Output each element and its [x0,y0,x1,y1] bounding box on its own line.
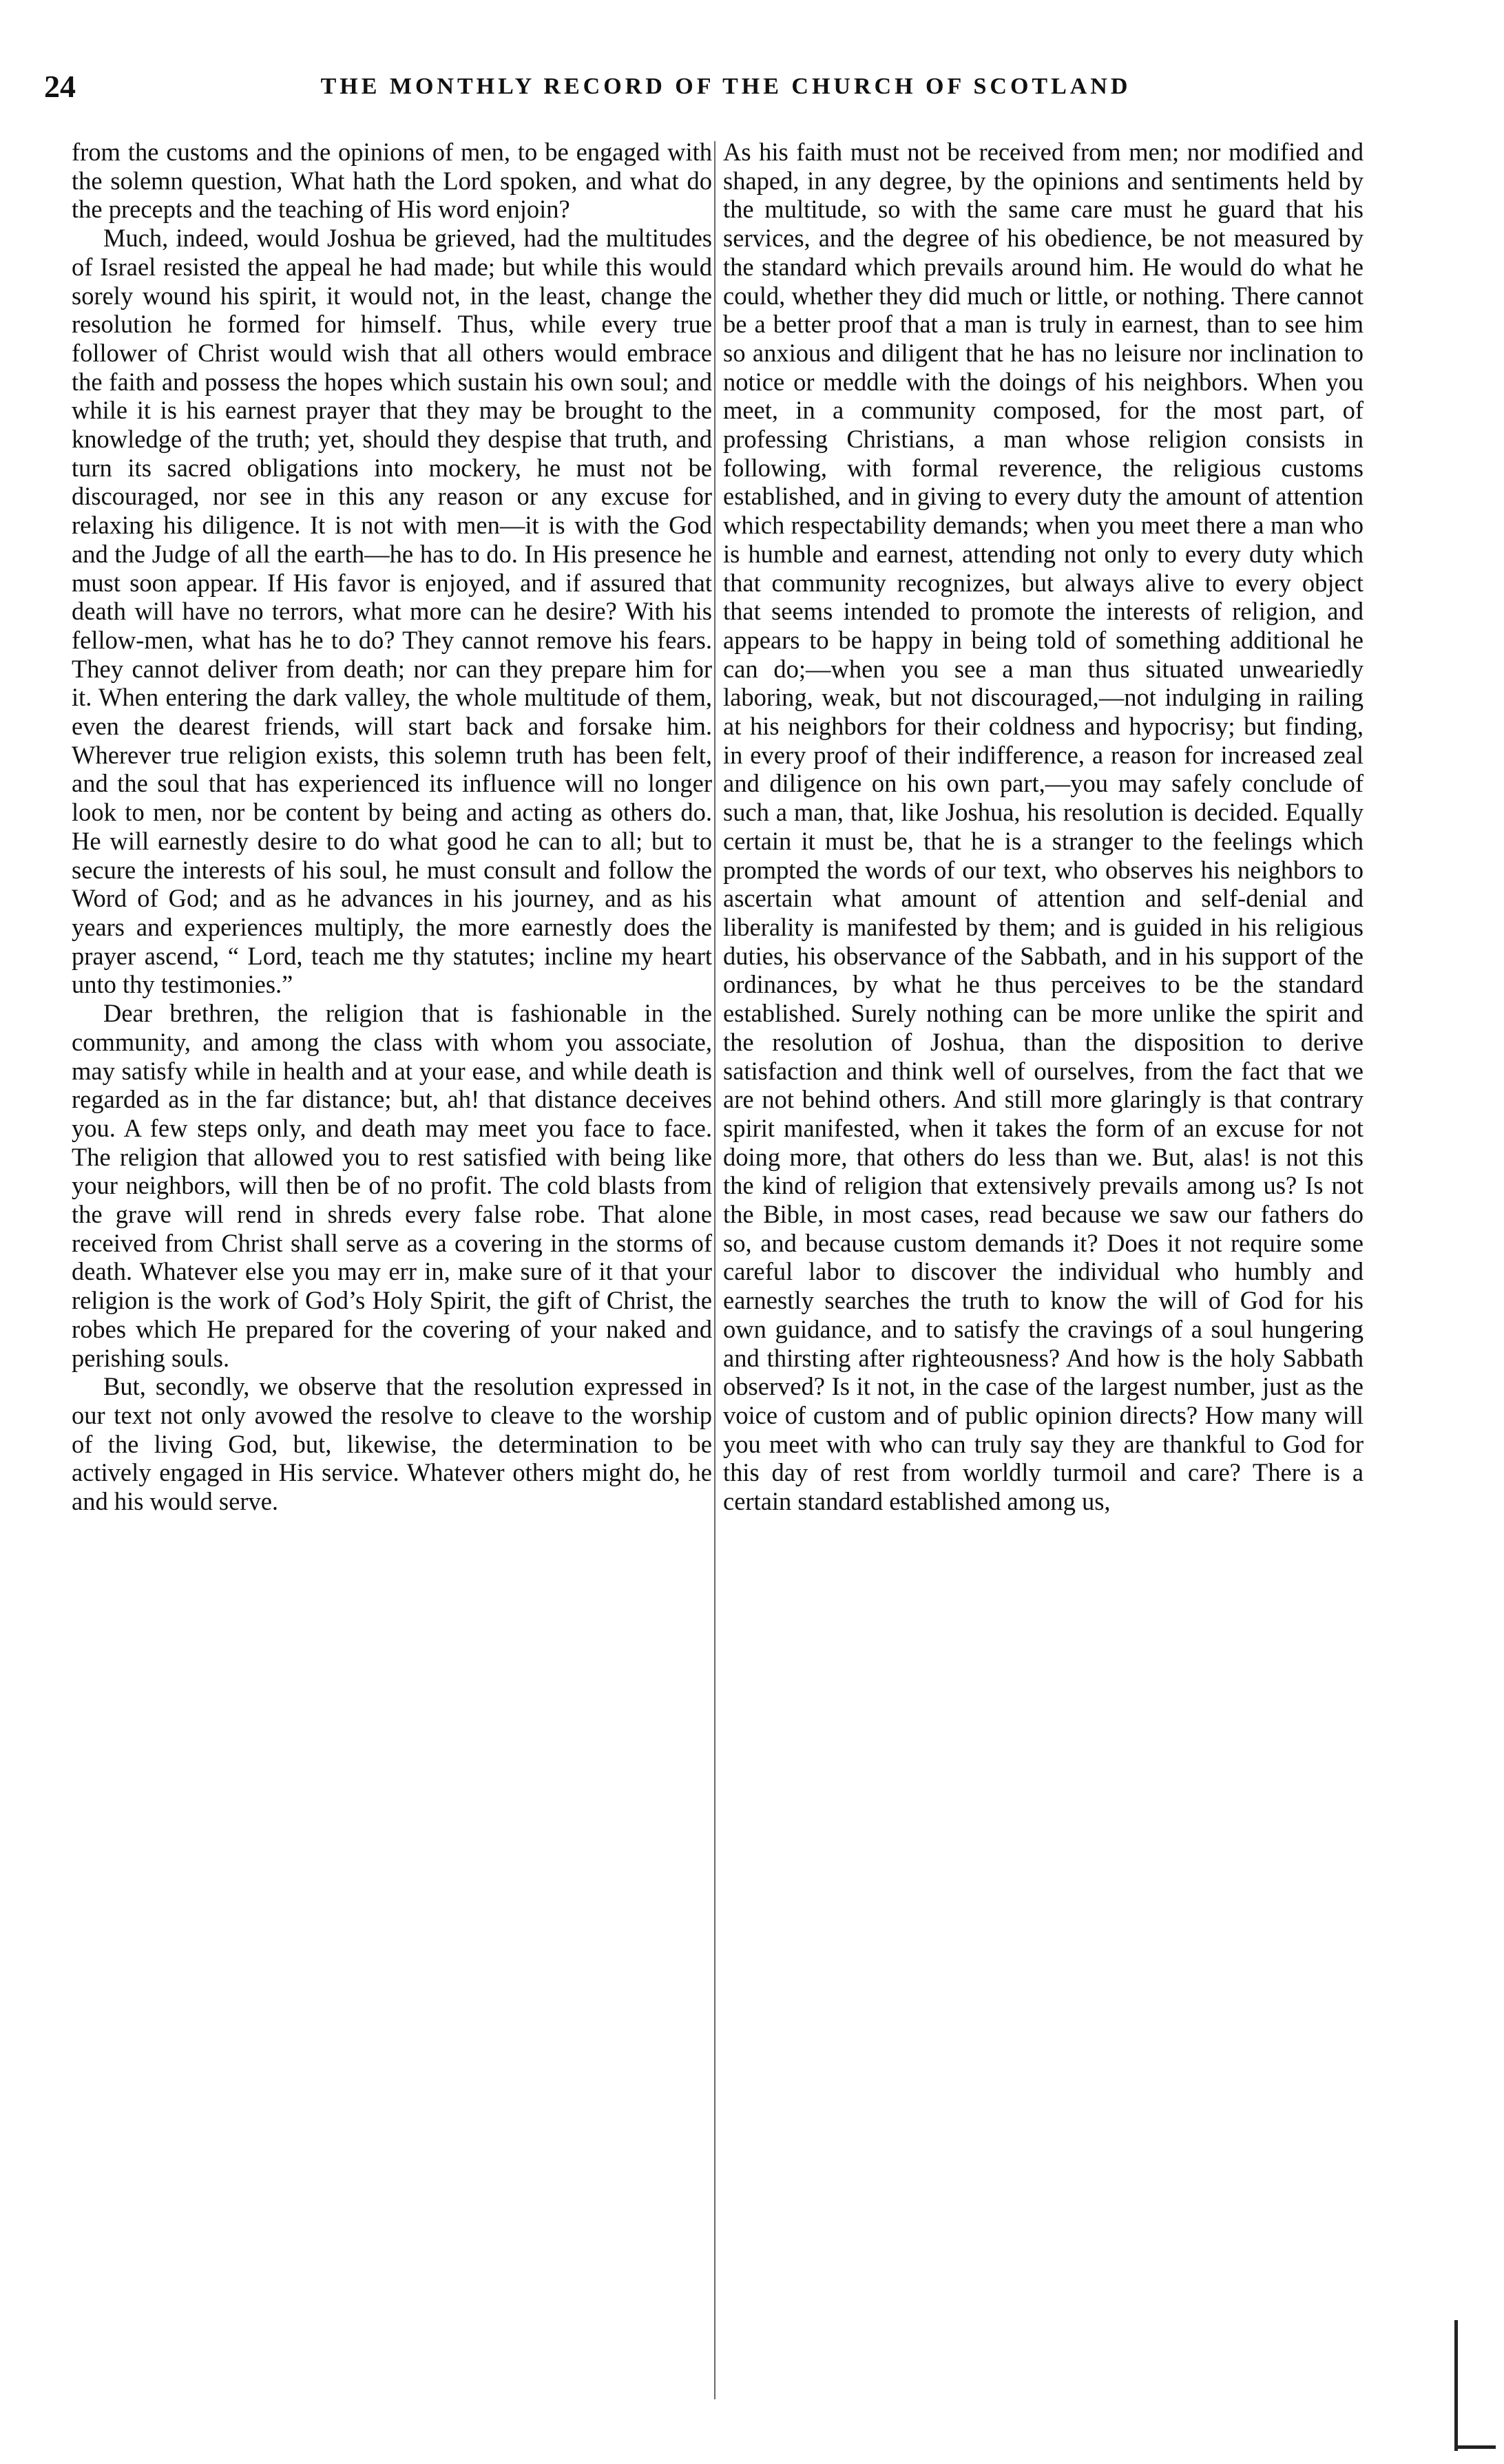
column-divider [714,141,716,2399]
paragraph: As his faith must not be received from men; nor modified and shaped, in any degree, by the opinions and sentiments held by the multitude, so with the same care must he guard that his services, and the degree of his obedience, be not measured by the standard which prevails around him. He would do what he could, whether they did much or little, or nothing. There cannot be a better proof that a man is truly in earnest, than to see him so anxious and diligent that he has no leisure nor inclination to notice or meddle with the doings of his neighbors. When you meet, in a community composed, for the most part, of professing Christians, a man whose religion consists in following, with formal reverence, the religious customs established, and in giving to every duty the amount of attention which respectability demands; when you meet there a man who is humble and earnest, attending not only to every duty which that community recognizes, but always alive to every object that seems intended to promote the interests of religion, and appears to be happy in being told of something additional he can do;—when you see a man thus situated unweariedly laboring, weak, but not discouraged,—not indulging in railing at his neighbors for their coldness and hypocrisy; but finding, in every proof of their indifference, a reason for increased zeal and diligence on his own part,—you may safely conclude of such a man, that, like Joshua, his resolution is decided. Equally certain it must be, that he is a stranger to the feelings which prompted the words of our text, who observes his neighbors to ascertain what amount of attention and self-denial and liberality is manifested by them; and is guided in his religious duties, his observance of the Sabbath, and in his support of the ordinances, by what he thus perceives to be the standard established. Surely nothing can be more unlike the spirit and the resolution of Joshua, than the disposition to derive satisfaction and think well of ourselves, from the fact that we are not behind others. And still more glaringly is that contrary spirit manifested, when it takes the form of an excuse for not doing more, that others do less than we. But, alas! is not this the kind of religion that extensively prevails among us? Is not the Bible, in most cases, read because we saw our fathers do so, and because custom demands it? Does it not require some careful labor to discover the individual who humbly and earnestly searches the truth to know the will of God for his own guidance, and to satisfy the cravings of a soul hungering and thirsting after righteousness? And how is the holy Sabbath observed? Is it not, in the case of the largest number, just as the voice of custom and of public opinion directs? How many will you meet with who can truly say they are thankful to God for this day of rest from worldly turmoil and care? There is a certain standard established among us, [723,138,1364,1516]
paragraph: But, secondly, we observe that the resolution expressed in our text not only avowed the resolve to cleave to the worship of the living God, but, likewise, the determination to be actively engaged in His service. Whatever others might do, he and his would serve. [72,1372,712,1516]
paragraph: Much, indeed, would Joshua be grieved, had the multitudes of Israel resisted the appeal he had made; but while this would sorely wound his spirit, it would not, in the least, change the resolution he formed for himself. Thus, while every true follower of Christ would wish that all others would embrace the faith and possess the hopes which sustain his own soul; and while it is his earnest prayer that they may be brought to the knowledge of the truth; yet, should they despise that truth, and turn its sacred obligations into mockery, he must not be discouraged, nor see in this any reason or any excuse for relaxing his diligence. It is not with men—it is with the God and the Judge of all the earth—he has to do. In His presence he must soon appear. If His favor is enjoyed, and if assured that death will have no terrors, what more can he desire? With his fellow-men, what has he to do? They cannot remove his fears. They cannot deliver from death; nor can they prepare him for it. When entering the dark valley, the whole multitude of them, even the dearest friends, will start back and forsake him. Wherever true religion exists, this solemn truth has been felt, and the soul that has experienced its influence will no longer look to men, nor be content by being and acting as others do. He will earnestly desire to do what good he can to all; but to secure the interests of his soul, he must consult and follow the Word of God; and as he advances in his journey, and as his years and experiences multiply, the more earnestly does the prayer ascend, “ Lord, teach me thy statutes; incline my heart unto thy testimonies.” [72,224,712,999]
paragraph: Dear brethren, the religion that is fashionable in the community, and among the class with whom you associate, may satisfy while in health and at your ease, and while death is regarded as in the far distance; but, ah! that distance deceives you. A few steps only, and death may meet you face to face. The religion that allowed you to rest satisfied with being like your neighbors, will then be of no profit. The cold blasts from the grave will rend in shreds every false robe. That alone received from Christ shall serve as a covering in the storms of death. Whatever else you may err in, make sure of it that your religion is the work of God’s Holy Spirit, the gift of Christ, the robes which He prepared for the covering of your naked and perishing souls. [72,999,712,1372]
page-number: 24 [44,69,76,104]
binding-edge-mark [1454,2445,1496,2449]
left-column [72,138,712,1516]
binding-edge-mark [1454,2320,1458,2451]
right-column [723,138,1364,1516]
journal-title: THE MONTHLY RECORD OF THE CHURCH OF SCOTLAND [320,74,1131,99]
running-head [44,66,1387,107]
paragraph: from the customs and the opinions of men, to be engaged with the solemn question, What hath the Lord spoken, and what do the precepts and the teaching of His word enjoin? [72,138,712,224]
